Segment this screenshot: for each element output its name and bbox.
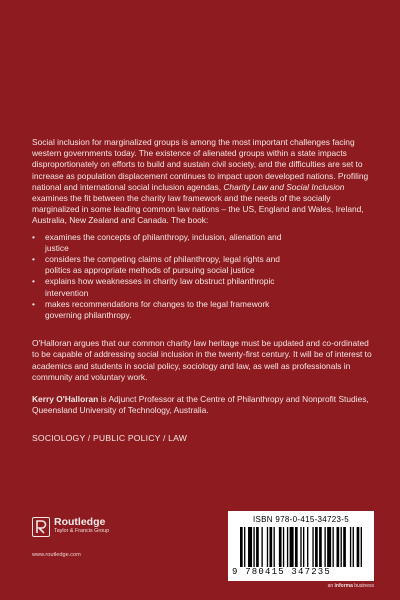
isbn-label: ISBN 978-0-415-34723-5 (253, 515, 349, 524)
author-name: Kerry O'Halloran (32, 394, 99, 405)
bullet-item: • makes recommendations for changes to the legal framework governing philanthropy. (32, 299, 293, 321)
bullet-item: • examines the concepts of philanthropy, inclusion, alienation and justice (32, 232, 293, 254)
intro-text: Social inclusion for marginalized groups is among the most important challenges facing western governments today. The existence of alienated groups within a state impacts disproportionately on efforts to build and sustain civil society, and the difficulties are set to increase as population displacement continues to impact upon developed nations. Profiling national and international social inclusion agendas, (32, 137, 369, 192)
routledge-mark-icon (32, 517, 50, 537)
publisher-logo (32, 517, 109, 537)
intro-paragraph (32, 137, 377, 227)
bullet-item: • explains how weaknesses in charity law obstruct philanthropic intervention (32, 276, 293, 298)
publisher-website: www.routledge.com (32, 552, 81, 558)
publisher-group: Taylor & Francis Group (54, 528, 110, 534)
informa-brand: informa (334, 583, 353, 589)
barcode-digits: 9 780415 347235 (232, 567, 332, 577)
intro-text-continued: examines the fit between the charity law framework and the needs of the socially marginalized in some leading common law nations – the US, England and Wales, Ireland, Australia, New Zealand and Canada. The book: (32, 193, 364, 226)
barcode-icon (240, 527, 366, 567)
barcode-panel (228, 511, 374, 581)
publisher-name: Routledge (54, 516, 106, 528)
blurb (32, 137, 377, 445)
argument-paragraph: O'Halloran argues that our common charity law heritage must be updated and co-ordinated to be capable of addressing social inclusion in the twenty-first century. It will be of interest to academics and students in social policy, sociology and law, as well as professionals in community and voluntary work. (32, 338, 372, 382)
informa-tagline: an informa business (327, 583, 374, 589)
book-title: Charity Law and Social Inclusion (223, 181, 345, 192)
author-bio: is Adjunct Professor at the Centre of Philanthropy and Nonprofit Studies, Queensland University of Technology, Australia. (32, 394, 369, 416)
author-paragraph (32, 394, 377, 416)
bullet-item: • considers the competing claims of philanthropy, legal rights and politics as appropriate methods of pursuing social justice (32, 254, 293, 276)
subject-categories: SOCIOLOGY / PUBLIC POLICY / LAW (32, 433, 188, 444)
bullet-list (32, 232, 377, 322)
